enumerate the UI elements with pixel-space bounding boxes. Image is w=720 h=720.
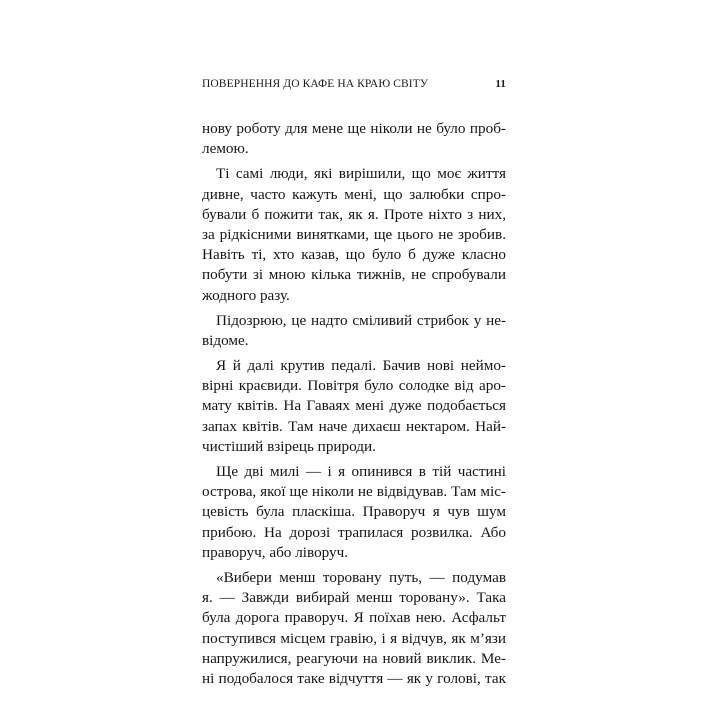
paragraph [202,311,506,351]
text-line: «Вибери менш торовану путь, — подумав [216,568,506,586]
text-line: лемою. [202,140,249,158]
text-line: мату квітів. На Гаваях мені дуже подобається [202,397,506,415]
text-line: Навіть ті, хто казав, що було б дуже класно [202,246,506,264]
text-line: запах квітів. Там наче дихаєш нектаром. Най- [202,417,506,435]
text-line: Підозрюю, це надто сміливий стрибок у не- [216,311,506,329]
running-title: ПОВЕРНЕННЯ ДО КАФЕ НА КРАЮ СВІТУ [202,78,429,90]
text-line: острова, якої ще ніколи не відвідував. Там міс- [202,483,506,501]
text-line: дивне, часто кажуть мені, що залюбки спро- [202,185,506,203]
text-line: чистіший взірець природи. [202,437,376,455]
text-line: вірні краєвиди. Повітря було солодке від аро- [202,377,506,395]
text-line: нову роботу для мене ще ніколи не було проб- [202,120,506,137]
text-line: ні подобалося таке відчуття — як у голові, так [202,669,506,687]
text-line: побути зі мною кілька тижнів, не спробували [202,266,506,284]
text-line: за рідкісними винятками, ще цього не зробив. [202,225,506,243]
text-line: жодного разу. [202,286,290,304]
text-line: напружилися, реагуючи на новий виклик. Ме- [202,649,506,667]
text-line: відоме. [202,331,249,349]
text-line: Я й далі крутив педалі. Бачив нові неймо- [216,357,506,375]
text-line: Ті самі люди, які вирішили, що моє життя [216,165,506,183]
paragraph [202,356,506,457]
text-line: я. — Завжди вибирай менш торовану». Така [202,589,506,607]
body-text [202,119,506,689]
text-line: прибою. На дорозі трапилася розвилка. Або [202,523,506,541]
paragraph [202,164,506,305]
paragraph [202,462,506,563]
text-line: цевість була пласкіша. Праворуч я чув шум [202,503,506,521]
text-line: бували б пожити так, як я. Проте ніхто з них, [202,205,506,223]
page-number: 11 [495,78,506,90]
text-line: була дорога праворуч. Я поїхав нею. Асфальт [202,609,506,627]
running-head [202,78,506,94]
paragraph [202,119,506,159]
paragraph [202,568,506,689]
text-line: праворуч, або ліворуч. [202,543,349,561]
text-line: Ще дві милі — і я опинився в тій частині [216,463,506,480]
text-line: поступився місцем гравію, і я відчув, як м’язи [202,629,506,647]
